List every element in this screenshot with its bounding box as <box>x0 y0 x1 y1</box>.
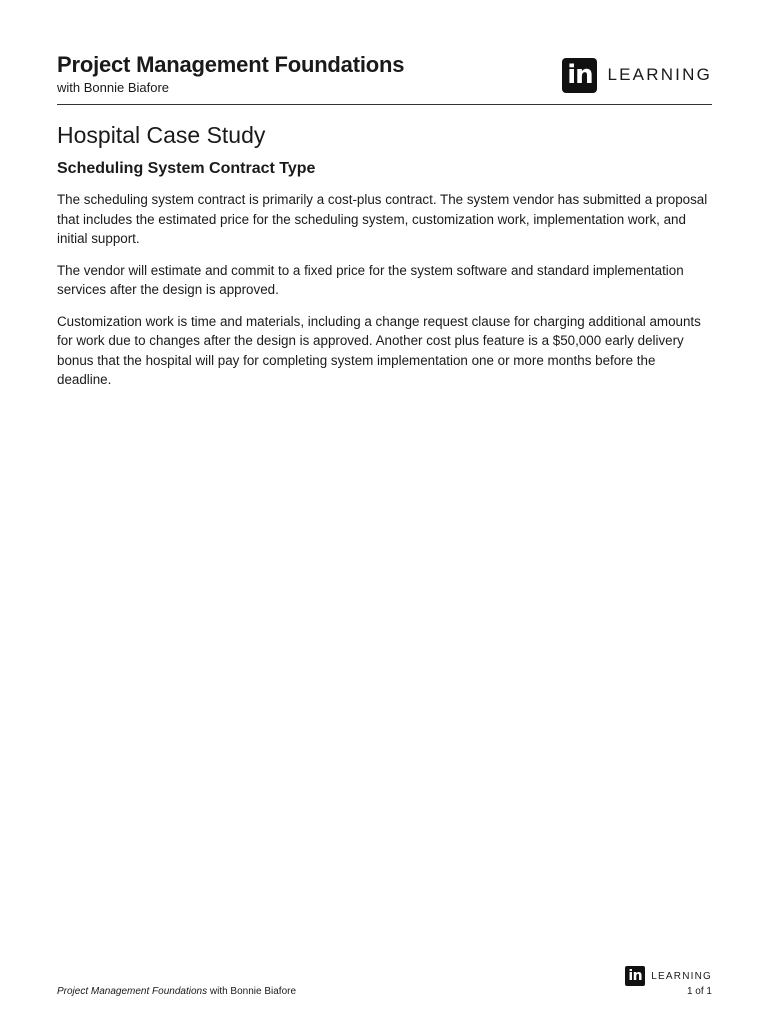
section-title: Hospital Case Study <box>57 122 266 148</box>
footer-course-title: Project Management Foundations <box>57 986 208 997</box>
footer-learning-wordmark: LEARNING <box>651 970 712 982</box>
page-header <box>57 52 712 105</box>
instructor-name: with Bonnie Biafore <box>57 80 170 95</box>
linkedin-in-icon: in <box>562 58 597 93</box>
footer-instructor: with Bonnie Biafore <box>207 986 297 997</box>
course-title: Project Management Foundations <box>57 52 405 77</box>
footer-course-credit <box>57 986 296 997</box>
subsection-title: Scheduling System Contract Type <box>57 160 316 177</box>
paragraph: The vendor will estimate and commit to a fixed price for the system software and standard implementation services after the design is approved. <box>57 262 684 297</box>
paragraph: Customization work is time and materials, including a change request clause for charging additional amounts for work due to changes after the design is approved. Another cost plus feature is a $50,000 early delivery bonus that the hospital will pay for completing system implementation one or more months before the deadline. <box>57 313 701 387</box>
page-number: 1 of 1 <box>686 986 712 997</box>
linkedin-learning-logo <box>562 57 712 93</box>
linkedin-in-icon: in <box>625 966 645 986</box>
learning-wordmark: LEARNING <box>607 65 712 84</box>
body-text <box>57 190 712 402</box>
footer-linkedin-learning-logo <box>625 966 712 986</box>
paragraph: The scheduling system contract is primarily a cost-plus contract. The system vendor has submitted a proposal that includes the estimated price for the scheduling system, customization work, implementation work, and initial support. <box>57 192 708 246</box>
document-page <box>57 0 712 1024</box>
